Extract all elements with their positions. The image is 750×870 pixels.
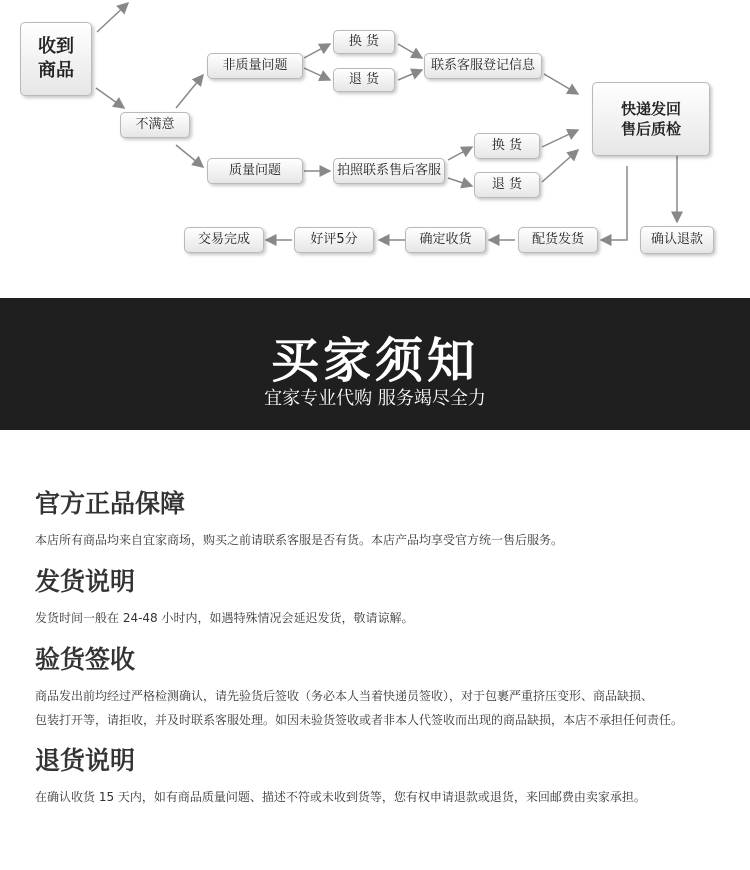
section-text: 在确认收货 15 天内，如有商品质量问题、描述不符或未收到货等，您有权申请退款或退货，来回邮费由卖家承担。	[35, 790, 646, 804]
arrow-exchange-express	[542, 130, 578, 147]
section-text: 商品发出前均经过严格检测确认，请先验货后签收（务必本人当着快递员签收），对于包裹严重挤压变形、商品缺损、	[35, 689, 654, 703]
arrow-express-ship	[601, 166, 627, 240]
arrow-unsat-quality	[176, 145, 203, 167]
exchange-node-bottom: 换 货	[474, 133, 540, 159]
transaction-complete-node: 交易完成	[184, 227, 264, 253]
buyer-notice-banner	[0, 298, 750, 430]
arrow-receive-up	[97, 3, 128, 32]
contact-register-node: 联系客服登记信息	[424, 53, 542, 79]
section-heading: 退货说明	[35, 746, 136, 775]
unsatisfied-node: 不满意	[120, 112, 190, 138]
return-node-bottom: 退 货	[474, 172, 540, 198]
section-genuine-guarantee	[35, 488, 745, 552]
banner-subtitle: 宜家专业代购 服务竭尽全力	[264, 388, 486, 409]
arrow-return-express	[542, 150, 578, 182]
banner-title: 买家须知	[270, 333, 479, 389]
section-text: 本店所有商品均来自宜家商场，购买之前请联系客服是否有货。本店产品均享受官方统一售后服务。	[35, 533, 564, 547]
arrow-photo-exchange	[448, 147, 472, 160]
section-text: 包装打开等，请拒收，并及时联系客服处理。如因未验货签收或者非本人代签收而出现的商品缺损，本店不承担任何责任。	[35, 713, 684, 727]
section-shipping	[35, 566, 745, 630]
exchange-node-top: 换 货	[333, 30, 395, 54]
arrow-photo-return	[448, 178, 472, 186]
good-review-node: 好评5分	[294, 227, 374, 253]
non-quality-issue-node: 非质量问题	[207, 53, 303, 79]
process-flowchart	[0, 0, 750, 298]
express-return-inspection-node: 快递发回 售后质检	[592, 82, 710, 156]
section-heading: 官方正品保障	[35, 489, 186, 518]
arrow-receive-unsatisfied	[96, 88, 124, 108]
receive-goods-node: 收到 商品	[20, 22, 92, 96]
section-heading: 发货说明	[35, 567, 136, 596]
section-text: 发货时间一般在 24-48 小时内，如遇特殊情况会延迟发货，敬请谅解。	[35, 611, 414, 625]
arrow-contact-express	[544, 74, 578, 94]
arrow-return-contact	[398, 70, 422, 80]
ship-goods-node: 配货发货	[518, 227, 598, 253]
arrow-nq-exchange	[304, 44, 330, 58]
arrow-nq-return	[304, 68, 330, 80]
arrow-unsat-nonquality	[176, 75, 203, 108]
arrow-exchange-contact	[398, 44, 422, 58]
photo-contact-node: 拍照联系售后客服	[333, 158, 445, 184]
return-node-top: 退 货	[333, 68, 395, 92]
quality-issue-node: 质量问题	[207, 158, 303, 184]
section-inspection-signoff	[35, 644, 745, 732]
section-heading: 验货签收	[35, 645, 136, 674]
confirm-refund-node: 确认退款	[640, 226, 714, 254]
confirm-receipt-node: 确定收货	[405, 227, 486, 253]
section-returns	[35, 745, 745, 809]
